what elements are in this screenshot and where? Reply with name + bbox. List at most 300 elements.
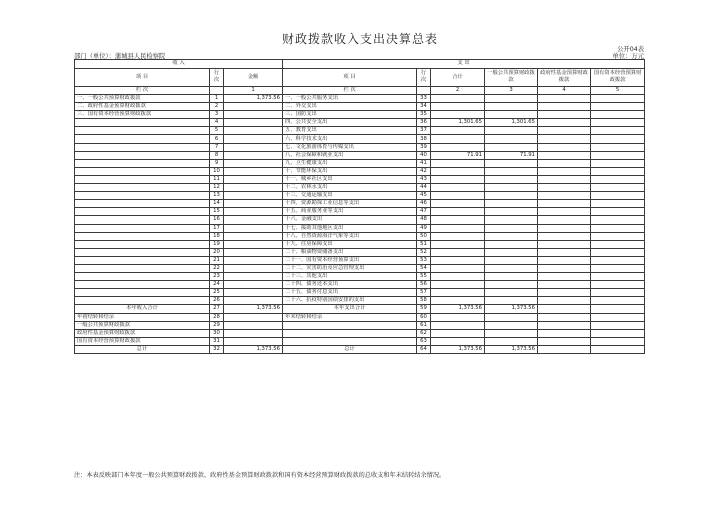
table-row xyxy=(75,313,645,321)
left-row-no-cell: 26 xyxy=(210,297,224,305)
total-amount-cell xyxy=(431,103,485,111)
left-item-cell xyxy=(75,232,210,240)
state-amount-cell xyxy=(591,281,645,289)
general-amount-cell xyxy=(485,135,538,143)
fund-amount-cell xyxy=(538,192,591,200)
fund-amount-cell xyxy=(538,248,591,256)
left-item-cell: 一、一般公共预算财政拨款 xyxy=(75,95,210,103)
state-amount-cell xyxy=(591,175,645,183)
table-row xyxy=(75,248,645,256)
general-amount-cell xyxy=(485,289,538,297)
left-row-no-cell: 1 xyxy=(210,95,224,103)
left-amount-cell xyxy=(224,151,283,159)
general-amount-cell xyxy=(485,167,538,175)
left-amount-cell xyxy=(224,232,283,240)
left-row-no-cell: 10 xyxy=(210,167,224,175)
table-row xyxy=(75,305,645,313)
general-amount-cell xyxy=(485,240,538,248)
right-item-cell: 十四、资源勘探工业信息等支出 xyxy=(283,200,417,208)
left-item-cell xyxy=(75,200,210,208)
right-item-cell: 总计 xyxy=(283,345,417,353)
total-amount-cell xyxy=(431,224,485,232)
header-expense: 支 出 xyxy=(283,60,645,69)
right-row-no-cell: 36 xyxy=(417,119,431,127)
left-amount-cell xyxy=(224,297,283,305)
right-row-no-cell: 37 xyxy=(417,127,431,135)
left-row-no-cell: 30 xyxy=(210,329,224,337)
right-row-no-cell: 44 xyxy=(417,184,431,192)
state-amount-cell xyxy=(591,289,645,297)
left-row-no-cell: 19 xyxy=(210,240,224,248)
right-item-cell: 本年支出合计 xyxy=(283,305,417,313)
total-amount-cell xyxy=(431,159,485,167)
table-row xyxy=(75,135,645,143)
left-row-no-cell: 9 xyxy=(210,159,224,167)
total-amount-cell xyxy=(431,208,485,216)
left-item-cell: 本年收入合计 xyxy=(75,305,210,313)
unit-label: 单位：万元 xyxy=(612,53,644,60)
left-row-no-cell: 11 xyxy=(210,175,224,183)
right-item-cell: 年末结转和结余 xyxy=(283,313,417,321)
left-row-no-cell: 29 xyxy=(210,321,224,329)
left-item-cell xyxy=(75,184,210,192)
left-row-no-cell: 2 xyxy=(210,103,224,111)
right-item-cell: 十八、自然资源海洋气象等支出 xyxy=(283,232,417,240)
right-row-no-cell: 51 xyxy=(417,240,431,248)
right-row-no-cell: 60 xyxy=(417,313,431,321)
fund-amount-cell xyxy=(538,256,591,264)
right-item-cell xyxy=(283,337,417,345)
header-lanci-left: 栏 次 xyxy=(75,86,210,95)
table-row xyxy=(75,119,645,127)
general-amount-cell: 1,373.56 xyxy=(485,345,538,353)
left-row-no-cell: 25 xyxy=(210,289,224,297)
fund-amount-cell xyxy=(538,216,591,224)
header-state-capital: 国有资本经营预算财政拨款 xyxy=(591,68,645,86)
header-general-budget: 一般公共预算财政拨款 xyxy=(485,68,538,86)
table-row xyxy=(75,143,645,151)
table-row xyxy=(75,111,645,119)
right-row-no-cell: 54 xyxy=(417,264,431,272)
state-amount-cell xyxy=(591,297,645,305)
state-amount-cell xyxy=(591,264,645,272)
total-amount-cell xyxy=(431,281,485,289)
left-amount-cell xyxy=(224,103,283,111)
left-amount-cell xyxy=(224,135,283,143)
fund-amount-cell xyxy=(538,111,591,119)
fund-amount-cell xyxy=(538,159,591,167)
right-item-cell: 二十三、其他支出 xyxy=(283,273,417,281)
table-row xyxy=(75,192,645,200)
header-income: 收 入 xyxy=(75,60,283,69)
left-item-cell: 三、国有资本经营预算财政拨款 xyxy=(75,111,210,119)
fund-amount-cell xyxy=(538,264,591,272)
left-item-cell: 政府性基金预算财政拨款 xyxy=(75,329,210,337)
left-row-no-cell: 32 xyxy=(210,345,224,353)
state-amount-cell xyxy=(591,321,645,329)
right-item-cell: 十七、援助其他地区支出 xyxy=(283,224,417,232)
right-row-no-cell: 38 xyxy=(417,135,431,143)
table-row xyxy=(75,281,645,289)
right-item-cell: 二十四、债务还本支出 xyxy=(283,281,417,289)
right-item-cell: 二十、粮油物资储备支出 xyxy=(283,248,417,256)
state-amount-cell xyxy=(591,313,645,321)
general-amount-cell xyxy=(485,95,538,103)
total-amount-cell xyxy=(431,297,485,305)
state-amount-cell xyxy=(591,273,645,281)
general-amount-cell xyxy=(485,192,538,200)
total-amount-cell xyxy=(431,111,485,119)
header-col-3: 3 xyxy=(485,86,538,95)
state-amount-cell xyxy=(591,127,645,135)
left-row-no-cell: 24 xyxy=(210,281,224,289)
fund-amount-cell xyxy=(538,167,591,175)
left-amount-cell xyxy=(224,111,283,119)
left-amount-cell xyxy=(224,248,283,256)
general-amount-cell xyxy=(485,232,538,240)
general-amount-cell xyxy=(485,248,538,256)
fund-amount-cell xyxy=(538,305,591,313)
final-accounts-table xyxy=(74,59,645,354)
general-amount-cell xyxy=(485,159,538,167)
state-amount-cell xyxy=(591,208,645,216)
left-amount-cell xyxy=(224,321,283,329)
right-item-cell: 二、外交支出 xyxy=(283,103,417,111)
total-amount-cell: 71.91 xyxy=(431,151,485,159)
right-row-no-cell: 48 xyxy=(417,216,431,224)
total-amount-cell: 1,301.65 xyxy=(431,119,485,127)
left-item-cell xyxy=(75,216,210,224)
state-amount-cell xyxy=(591,184,645,192)
header-fund-budget: 政府性基金预算财政拨款 xyxy=(538,68,591,86)
header-income-item: 项 目 xyxy=(75,68,210,86)
state-amount-cell xyxy=(591,216,645,224)
right-item-cell: 十二、农林水支出 xyxy=(283,184,417,192)
total-amount-cell xyxy=(431,289,485,297)
left-item-cell xyxy=(75,240,210,248)
state-amount-cell xyxy=(591,151,645,159)
total-amount-cell xyxy=(431,192,485,200)
left-row-no-cell: 4 xyxy=(210,119,224,127)
right-row-no-cell: 62 xyxy=(417,329,431,337)
total-amount-cell xyxy=(431,264,485,272)
total-amount-cell xyxy=(431,232,485,240)
right-row-no-cell: 45 xyxy=(417,192,431,200)
left-item-cell: 二、政府性基金预算财政拨款 xyxy=(75,103,210,111)
table-row xyxy=(75,151,645,159)
right-item-cell: 二十五、债务付息支出 xyxy=(283,289,417,297)
table-row xyxy=(75,337,645,345)
right-row-no-cell: 34 xyxy=(417,103,431,111)
fund-amount-cell xyxy=(538,345,591,353)
left-item-cell xyxy=(75,248,210,256)
state-amount-cell xyxy=(591,119,645,127)
right-row-no-cell: 46 xyxy=(417,200,431,208)
right-item-cell: 七、文化旅游体育与传媒支出 xyxy=(283,143,417,151)
left-amount-cell xyxy=(224,119,283,127)
total-amount-cell xyxy=(431,200,485,208)
fund-amount-cell xyxy=(538,281,591,289)
table-row xyxy=(75,345,645,353)
left-row-no-cell: 22 xyxy=(210,264,224,272)
left-amount-cell xyxy=(224,127,283,135)
table-row xyxy=(75,256,645,264)
right-item-cell: 六、科学技术支出 xyxy=(283,135,417,143)
table-row xyxy=(75,216,645,224)
general-amount-cell: 1,301.65 xyxy=(485,119,538,127)
right-item-cell: 十六、金融支出 xyxy=(283,216,417,224)
fund-amount-cell xyxy=(538,184,591,192)
total-amount-cell xyxy=(431,240,485,248)
header-income-row-no: 行次 xyxy=(210,68,224,86)
state-amount-cell xyxy=(591,248,645,256)
right-row-no-cell: 41 xyxy=(417,159,431,167)
right-row-no-cell: 59 xyxy=(417,305,431,313)
right-row-no-cell: 56 xyxy=(417,281,431,289)
right-row-no-cell: 64 xyxy=(417,345,431,353)
state-amount-cell xyxy=(591,256,645,264)
general-amount-cell xyxy=(485,103,538,111)
right-item-cell: 十、节能环保支出 xyxy=(283,167,417,175)
general-amount-cell xyxy=(485,224,538,232)
left-item-cell xyxy=(75,208,210,216)
left-row-no-cell: 7 xyxy=(210,143,224,151)
total-amount-cell xyxy=(431,175,485,183)
table-row xyxy=(75,159,645,167)
left-amount-cell xyxy=(224,313,283,321)
fund-amount-cell xyxy=(538,289,591,297)
total-amount-cell xyxy=(431,329,485,337)
left-amount-cell xyxy=(224,184,283,192)
left-item-cell: 总计 xyxy=(75,345,210,353)
general-amount-cell xyxy=(485,111,538,119)
left-row-no-cell: 14 xyxy=(210,200,224,208)
left-item-cell xyxy=(75,119,210,127)
table-row xyxy=(75,329,645,337)
total-amount-cell xyxy=(431,127,485,135)
left-row-no-cell: 31 xyxy=(210,337,224,345)
left-item-cell xyxy=(75,273,210,281)
right-row-no-cell: 61 xyxy=(417,321,431,329)
left-item-cell xyxy=(75,297,210,305)
general-amount-cell xyxy=(485,216,538,224)
right-row-no-cell: 49 xyxy=(417,224,431,232)
state-amount-cell xyxy=(591,143,645,151)
state-amount-cell xyxy=(591,240,645,248)
left-amount-cell xyxy=(224,224,283,232)
left-row-no-cell: 6 xyxy=(210,135,224,143)
left-row-no-cell: 5 xyxy=(210,127,224,135)
right-item-cell: 十九、住房保障支出 xyxy=(283,240,417,248)
state-amount-cell xyxy=(591,337,645,345)
left-item-cell: 国有资本经营预算财政拨款 xyxy=(75,337,210,345)
left-amount-cell xyxy=(224,208,283,216)
table-row xyxy=(75,232,645,240)
department-label: 部门（单位）：蒲城县人民检察院 xyxy=(74,53,166,60)
fund-amount-cell xyxy=(538,103,591,111)
total-amount-cell xyxy=(431,256,485,264)
general-amount-cell xyxy=(485,329,538,337)
page-title: 财政拨款收入支出决算总表 xyxy=(281,32,438,46)
fund-amount-cell xyxy=(538,143,591,151)
total-amount-cell xyxy=(431,248,485,256)
left-item-cell xyxy=(75,135,210,143)
left-row-no-cell: 23 xyxy=(210,273,224,281)
right-item-cell: 二十六、抗疫特别国债安排的支出 xyxy=(283,297,417,305)
left-amount-cell xyxy=(224,273,283,281)
total-amount-cell xyxy=(431,337,485,345)
table-row xyxy=(75,103,645,111)
table-row xyxy=(75,273,645,281)
left-row-no-cell: 21 xyxy=(210,256,224,264)
state-amount-cell xyxy=(591,167,645,175)
header-amount: 金额 xyxy=(224,68,283,86)
fund-amount-cell xyxy=(538,337,591,345)
right-item-cell: 九、卫生健康支出 xyxy=(283,159,417,167)
right-item-cell: 五、教育支出 xyxy=(283,127,417,135)
state-amount-cell xyxy=(591,224,645,232)
table-row xyxy=(75,167,645,175)
right-item-cell: 十三、交通运输支出 xyxy=(283,192,417,200)
general-amount-cell xyxy=(485,281,538,289)
total-amount-cell xyxy=(431,135,485,143)
left-item-cell xyxy=(75,289,210,297)
right-item-cell: 十五、商业服务业等支出 xyxy=(283,208,417,216)
general-amount-cell xyxy=(485,184,538,192)
general-amount-cell xyxy=(485,256,538,264)
fund-amount-cell xyxy=(538,297,591,305)
right-item-cell: 二十二、灾害防治及应急管理支出 xyxy=(283,264,417,272)
left-row-no-cell: 8 xyxy=(210,151,224,159)
state-amount-cell xyxy=(591,95,645,103)
header-expense-item: 项 目 xyxy=(283,68,417,86)
right-row-no-cell: 55 xyxy=(417,273,431,281)
right-item-cell: 八、社会保障和就业支出 xyxy=(283,151,417,159)
state-amount-cell xyxy=(591,232,645,240)
state-amount-cell xyxy=(591,111,645,119)
left-amount-cell xyxy=(224,167,283,175)
left-amount-cell xyxy=(224,175,283,183)
header-total: 合计 xyxy=(431,68,485,86)
left-row-no-cell: 18 xyxy=(210,232,224,240)
right-item-cell xyxy=(283,329,417,337)
right-item-cell: 二十一、国有资本经营预算支出 xyxy=(283,256,417,264)
general-amount-cell xyxy=(485,200,538,208)
table-row xyxy=(75,127,645,135)
total-amount-cell xyxy=(431,95,485,103)
fund-amount-cell xyxy=(538,127,591,135)
table-body xyxy=(75,60,645,354)
general-amount-cell xyxy=(485,321,538,329)
header-blank-cell xyxy=(210,86,224,95)
right-row-no-cell: 58 xyxy=(417,297,431,305)
left-row-no-cell: 17 xyxy=(210,224,224,232)
left-item-cell xyxy=(75,175,210,183)
left-item-cell xyxy=(75,192,210,200)
right-row-no-cell: 39 xyxy=(417,143,431,151)
right-item-cell: 十一、城乡社区支出 xyxy=(283,175,417,183)
right-row-no-cell: 43 xyxy=(417,175,431,183)
total-amount-cell xyxy=(431,184,485,192)
left-item-cell xyxy=(75,167,210,175)
state-amount-cell xyxy=(591,159,645,167)
left-item-cell xyxy=(75,143,210,151)
fund-amount-cell xyxy=(538,151,591,159)
right-row-no-cell: 33 xyxy=(417,95,431,103)
total-amount-cell xyxy=(431,321,485,329)
left-amount-cell xyxy=(224,192,283,200)
fund-amount-cell xyxy=(538,200,591,208)
left-amount-cell xyxy=(224,264,283,272)
right-row-no-cell: 63 xyxy=(417,337,431,345)
fund-amount-cell xyxy=(538,329,591,337)
state-amount-cell xyxy=(591,345,645,353)
left-item-cell xyxy=(75,256,210,264)
fund-amount-cell xyxy=(538,321,591,329)
total-amount-cell xyxy=(431,167,485,175)
fund-amount-cell xyxy=(538,119,591,127)
state-amount-cell xyxy=(591,135,645,143)
fund-amount-cell xyxy=(538,232,591,240)
right-row-no-cell: 53 xyxy=(417,256,431,264)
total-amount-cell: 1,373.56 xyxy=(431,305,485,313)
table-row xyxy=(75,297,645,305)
left-amount-cell xyxy=(224,216,283,224)
state-amount-cell xyxy=(591,305,645,313)
general-amount-cell xyxy=(485,313,538,321)
left-row-no-cell: 20 xyxy=(210,248,224,256)
left-amount-cell xyxy=(224,337,283,345)
fund-amount-cell xyxy=(538,313,591,321)
header-col-1: 1 xyxy=(224,86,283,95)
table-row xyxy=(75,264,645,272)
state-amount-cell xyxy=(591,192,645,200)
left-amount-cell: 1,373.56 xyxy=(224,345,283,353)
left-amount-cell: 1,373.56 xyxy=(224,95,283,103)
left-item-cell xyxy=(75,224,210,232)
general-amount-cell xyxy=(485,273,538,281)
general-amount-cell xyxy=(485,337,538,345)
right-row-no-cell: 40 xyxy=(417,151,431,159)
table-row xyxy=(75,289,645,297)
general-amount-cell xyxy=(485,297,538,305)
left-item-cell: 年初结转和结余 xyxy=(75,313,210,321)
general-amount-cell: 1,373.56 xyxy=(485,305,538,313)
footnote: 注：本表反映部门本年度一般公共预算财政拨款、政府性基金预算财政拨款和国有资本经营预算财政拨款的总收支和年末结转结余情况。 xyxy=(74,472,446,479)
left-row-no-cell: 27 xyxy=(210,305,224,313)
table-row xyxy=(75,184,645,192)
general-amount-cell xyxy=(485,208,538,216)
header-col-5: 5 xyxy=(591,86,645,95)
header-lanci-right: 栏 次 xyxy=(283,86,417,95)
left-amount-cell xyxy=(224,281,283,289)
left-item-cell xyxy=(75,151,210,159)
left-amount-cell xyxy=(224,143,283,151)
right-item-cell: 一、一般公共服务支出 xyxy=(283,95,417,103)
fund-amount-cell xyxy=(538,95,591,103)
fund-amount-cell xyxy=(538,240,591,248)
left-amount-cell xyxy=(224,256,283,264)
left-amount-cell: 1,373.56 xyxy=(224,305,283,313)
left-row-no-cell: 13 xyxy=(210,192,224,200)
table-row xyxy=(75,200,645,208)
general-amount-cell xyxy=(485,143,538,151)
fund-amount-cell xyxy=(538,273,591,281)
total-amount-cell xyxy=(431,216,485,224)
total-amount-cell xyxy=(431,313,485,321)
left-amount-cell xyxy=(224,159,283,167)
form-code: 公开04表 xyxy=(617,46,644,53)
